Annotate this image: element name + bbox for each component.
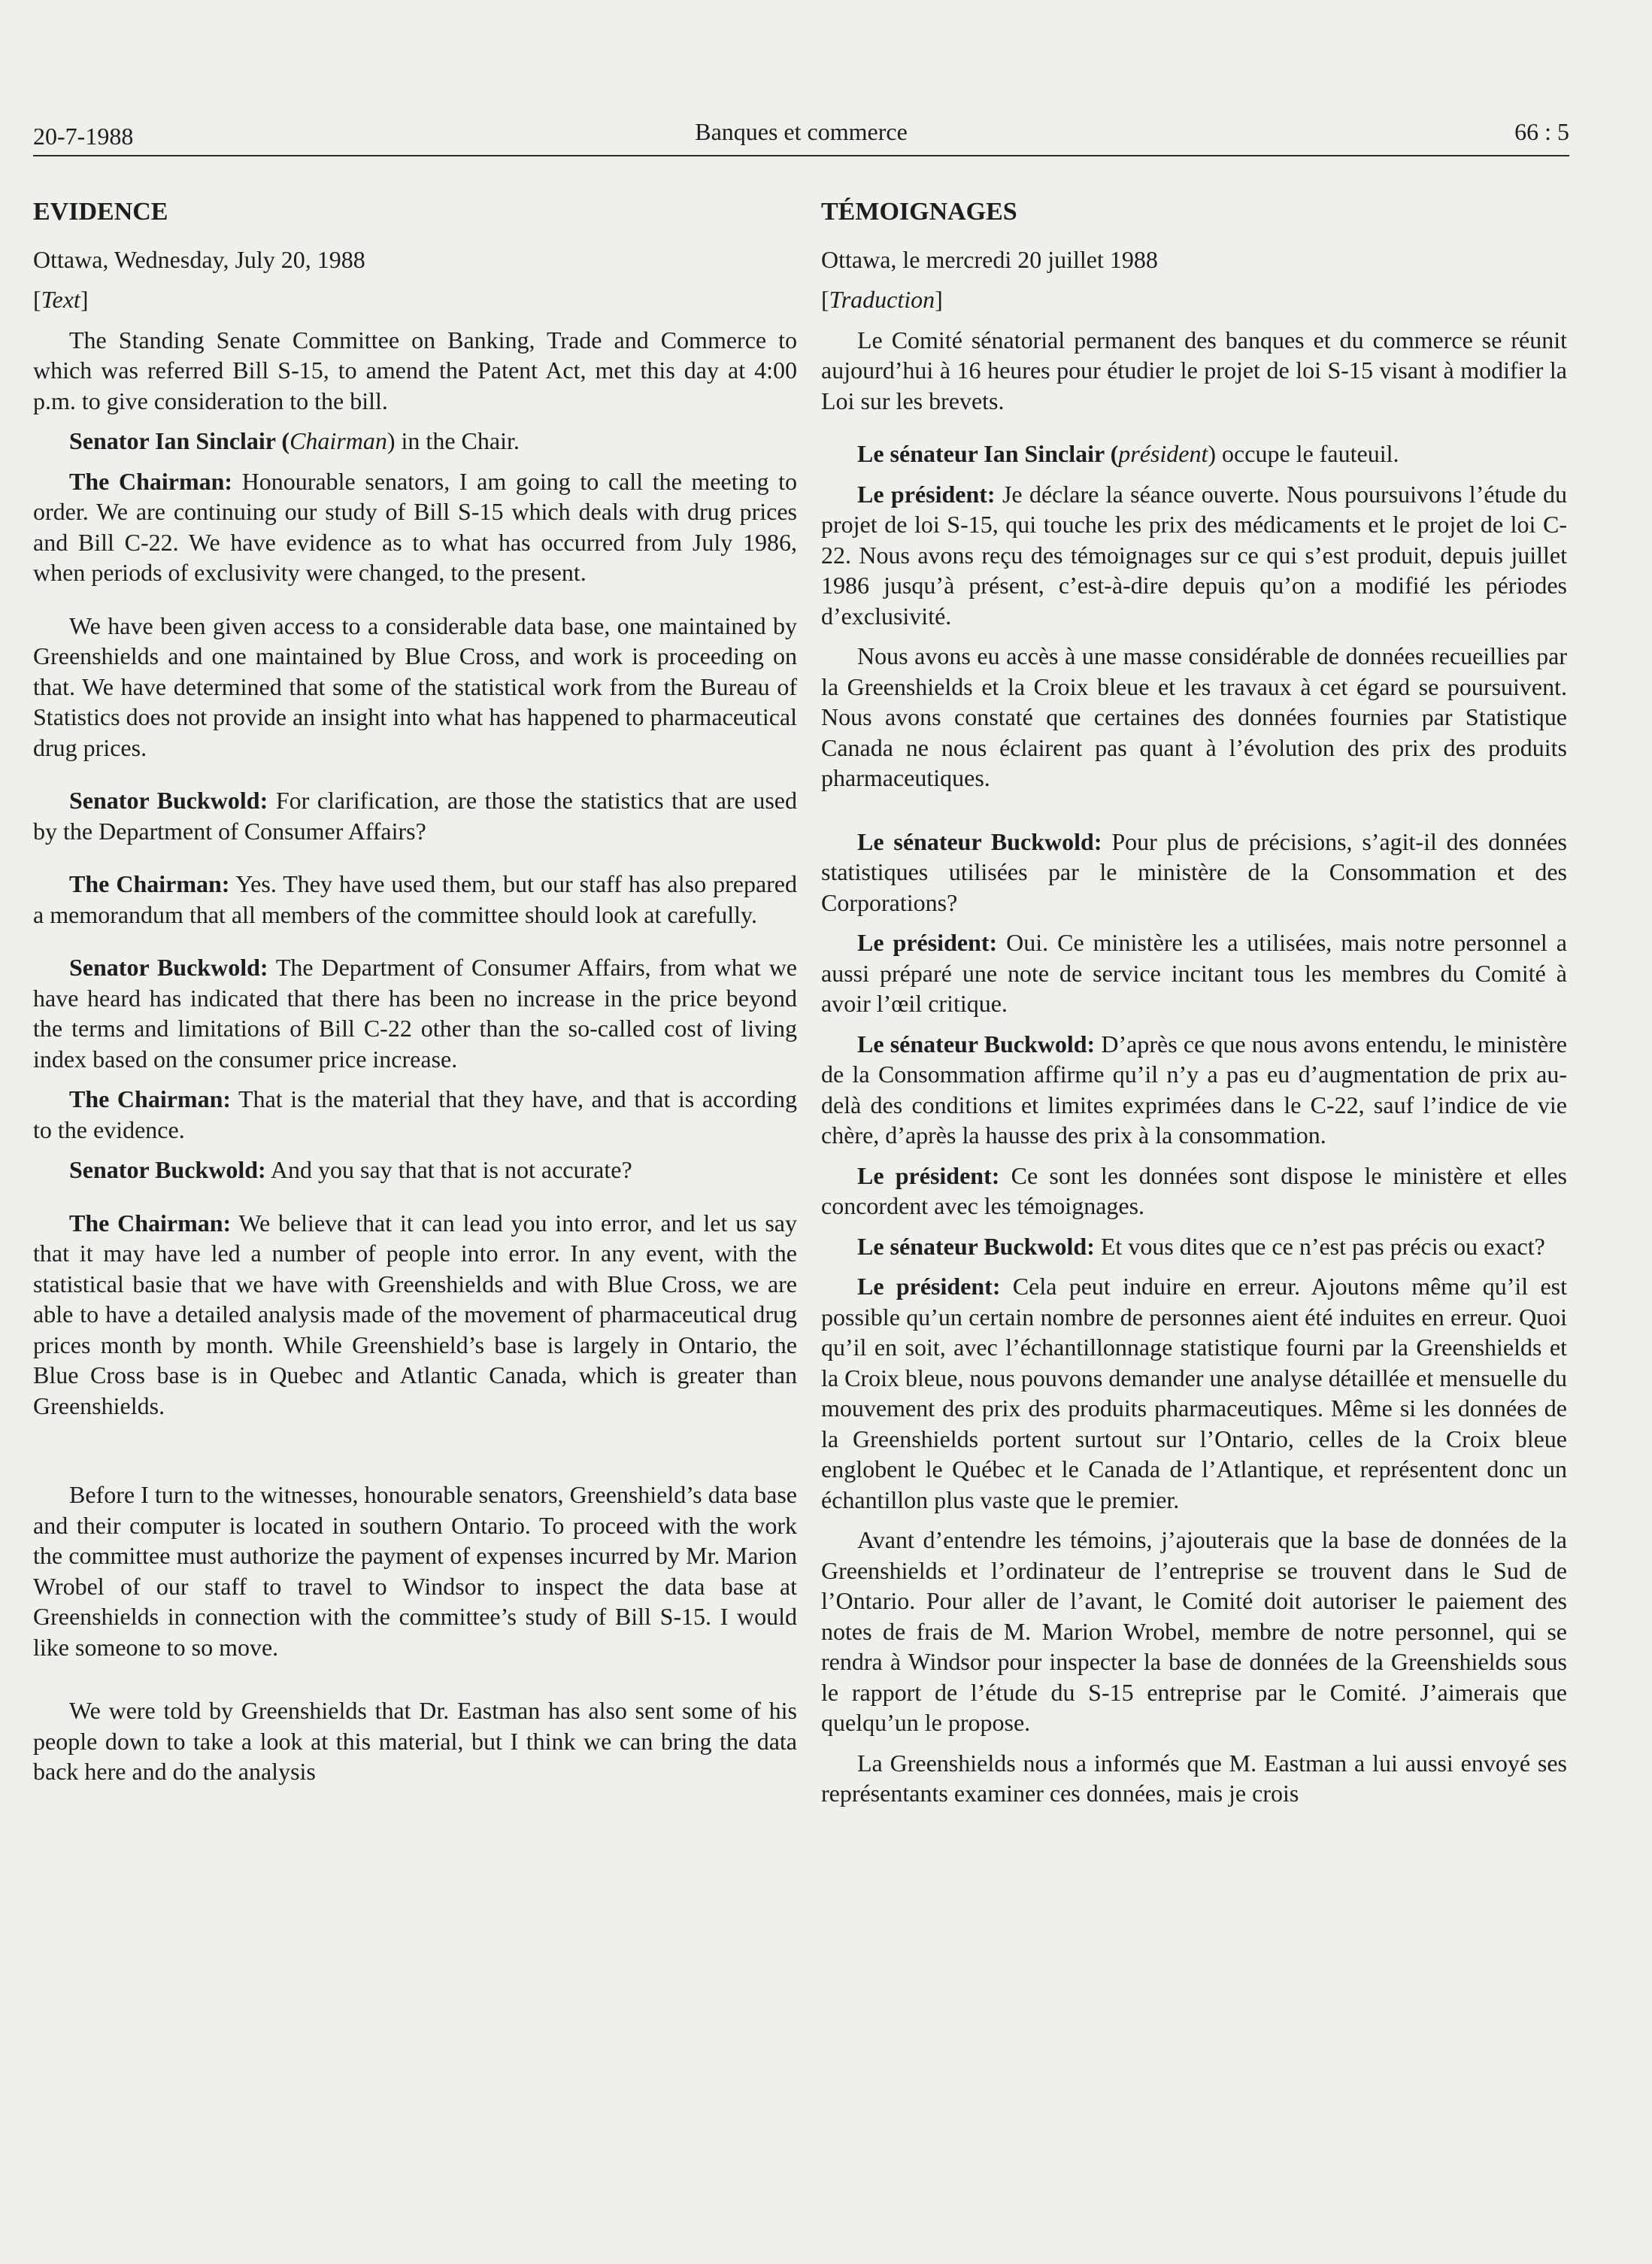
speaker-name: Le président:	[857, 480, 996, 508]
text-tag: [Text]	[33, 286, 89, 313]
speaker-name: The Chairman:	[69, 1209, 232, 1237]
text-tag: [Traduction]	[821, 286, 943, 313]
speaker-name: The Chairman:	[69, 467, 233, 495]
dateline: Ottawa, Wednesday, July 20, 1988	[33, 245, 365, 273]
speech: The Chairman: We believe that it can lead you into error, and let us say that it may have led a number of people into error. In any event, with the statistical basie that we have with Greenshields and with Blue Cross, we are able to have a detailed analysis made of the movement of pharmaceutical drug prices month by month. While Greenshield’s base is largely in Ontario, the Blue Cross base is in Quebec and Atlantic Canada, which is greater than Greenshields.	[33, 1209, 798, 1419]
french-column	[821, 197, 1567, 1819]
speech: Senator Buckwold: For clarification, are those the statistics that are used by the Department of Consumer Affairs?	[33, 787, 798, 845]
paragraph: Le Comité sénatorial permanent des banques et du commerce se réunit aujourd’hui à 16 heures pour étudier le projet de loi S-15 visant à modifier la Loi sur les brevets.	[821, 326, 1567, 414]
chair-line: Le sénateur Ian Sinclair (président) occupe le fauteuil.	[857, 440, 1399, 467]
english-column	[33, 197, 797, 1797]
header-page-number: 66 : 5	[1514, 118, 1569, 145]
speech: Le président: Ce sont les données sont dispose le ministère et elles concordent avec les témoignages.	[821, 1161, 1568, 1219]
speaker-name: Le sénateur Buckwold:	[857, 1030, 1096, 1058]
dateline: Ottawa, le mercredi 20 juillet 1988	[821, 245, 1158, 273]
speaker-name: The Chairman:	[69, 1085, 232, 1112]
paragraph: Avant d’entendre les témoins, j’ajouterais que la base de données de la Greenshields et l’ordinateur de l’entreprise se trouvent dans le Sud de l’Ontario. Pour aller de l’avant, le Comité doit autoriser le paiement des notes de frais de M. Marion Wrobel, membre de notre personnel, qui se rendra à Windsor pour inspecter la base de données de la Greenshields sous le rapport de l’étude du S-15 entreprise par le Comité. J’aimerais que quelqu’un le propose.	[821, 1526, 1567, 1736]
paragraph: We have been given access to a considerable data base, one maintained by Greenshields and one maintained by Blue Cross, and work is proceeding on that. We have determined that some of the statistical work from the Bureau of Statistics does not provide an insight into what has happened to pharmaceutical drug prices.	[33, 612, 797, 761]
speaker-name: Senator Buckwold:	[69, 1156, 266, 1183]
speech: Le sénateur Buckwold: Et vous dites que ce n’est pas précis ou exact?	[857, 1232, 1545, 1260]
header-date: 20-7-1988	[33, 123, 134, 150]
speaker-name: Le sénateur Buckwold:	[857, 827, 1102, 855]
speaker-name: Senator Buckwold:	[69, 954, 268, 981]
speaker-name: Senator Buckwold:	[69, 787, 268, 814]
speech: Senator Buckwold: And you say that that is not accurate?	[69, 1156, 632, 1183]
speech: The Chairman: Honourable senators, I am going to call the meeting to order. We are continuing our study of Bill S-15 which deals with drug prices and Bill C-22. We have evidence as to what has occurred from July 1986, when periods of exclusivity were changed, to the present.	[33, 467, 798, 586]
speech: The Chairman: That is the material that they have, and that is according to the evidence.	[33, 1085, 798, 1143]
paragraph: Before I turn to the witnesses, honourable senators, Greenshield’s data base and their computer is located in southern Ontario. To proceed with the work the committee must authorize the payment of expenses incurred by Mr. Marion Wrobel of our staff to travel to Windsor to inspect the data base at Greenshields in connection with the committee’s study of Bill S-15. I would like someone to so move.	[33, 1481, 797, 1661]
paragraph: La Greenshields nous a informés que M. Eastman a lui aussi envoyé ses représentants examiner ces données, mais je crois	[821, 1749, 1567, 1807]
chair-line: Senator Ian Sinclair (Chairman) in the Chair.	[69, 427, 520, 454]
paragraph: We were told by Greenshields that Dr. Eastman has also sent some of his people down to take a look at this material, but I think we can bring the data back here and do the analysis	[33, 1697, 797, 1785]
speaker-name: The Chairman:	[69, 870, 230, 897]
speech: Le sénateur Buckwold: Pour plus de précisions, s’agit-il des données statistiques utilisées par le ministère de la Consommation et des Corporations?	[821, 827, 1568, 916]
header-title: Banques et commerce	[695, 118, 908, 145]
speaker-name: Le président:	[857, 1161, 1000, 1189]
speaker-name: Le président:	[857, 929, 998, 956]
speech: Le sénateur Buckwold: D’après ce que nous avons entendu, le ministère de la Consommation affirme qu’il n’y a pas eu d’augmentation de prix au-delà des conditions et limites exprimées dans le C-22, sauf l’indice de vie chère, d’après la hausse des prix à la consommation.	[821, 1030, 1568, 1149]
speech: Le président: Je déclare la séance ouverte. Nous poursuivons l’étude du projet de loi S-15, qui touche les prix des médicaments et le projet de loi C-22. Nous avons reçu des témoignages sur ce qui s’est produit, depuis juillet 1986 jusqu’à présent, c’est-à-dire depuis qu’on a modifié les périodes d’exclusivité.	[821, 480, 1568, 630]
page-header	[33, 110, 1569, 156]
speech: The Chairman: Yes. They have used them, but our staff has also prepared a memorandum that all members of the committee should look at carefully.	[33, 870, 797, 928]
speech: Le président: Oui. Ce ministère les a utilisées, mais notre personnel a aussi préparé une note de service incitant tous les membres du Comité à avoir l’œil critique.	[821, 929, 1568, 1017]
section-heading: EVIDENCE	[33, 198, 168, 226]
section-heading: TÉMOIGNAGES	[821, 198, 1017, 226]
speech: Le président: Cela peut induire en erreur. Ajoutons même qu’il est possible qu’un certain nombre de personnes aient été induites en erreur. Quoi qu’il en soit, avec l’échantillonnage statistique fourni par la Greenshields et la Croix bleue, nous pouvons demander une analyse détaillée et mensuelle du mouvement des prix des produits pharmaceutiques. Même si les données de la Greenshields portent surtout sur l’Ontario, celles de la Croix bleue englobent le Québec et le Canada de l’Atlantique, et représentent donc un échantillon plus vaste que le premier.	[821, 1273, 1568, 1513]
speech: Senator Buckwold: The Department of Consumer Affairs, from what we have heard has indicated that there has been no increase in the price beyond the terms and limitations of Bill C-22 other than the so-called cost of living index based on the consumer price increase.	[33, 954, 798, 1073]
speaker-name: Le sénateur Buckwold:	[857, 1232, 1095, 1260]
speaker-name: Le président:	[857, 1273, 1001, 1300]
paragraph: The Standing Senate Committee on Banking, Trade and Commerce to which was referred Bill S-15, to amend the Patent Act, met this day at 4:00 p.m. to give consideration to the bill.	[33, 326, 797, 414]
paragraph: Nous avons eu accès à une masse considérable de données recueillies par la Greenshields et la Croix bleue et les travaux à cet égard se poursuivent. Nous avons constaté que certaines des données fournies par Statistique Canada ne nous éclairent pas quant à l’évolution des prix des produits pharmaceutiques.	[821, 642, 1567, 791]
